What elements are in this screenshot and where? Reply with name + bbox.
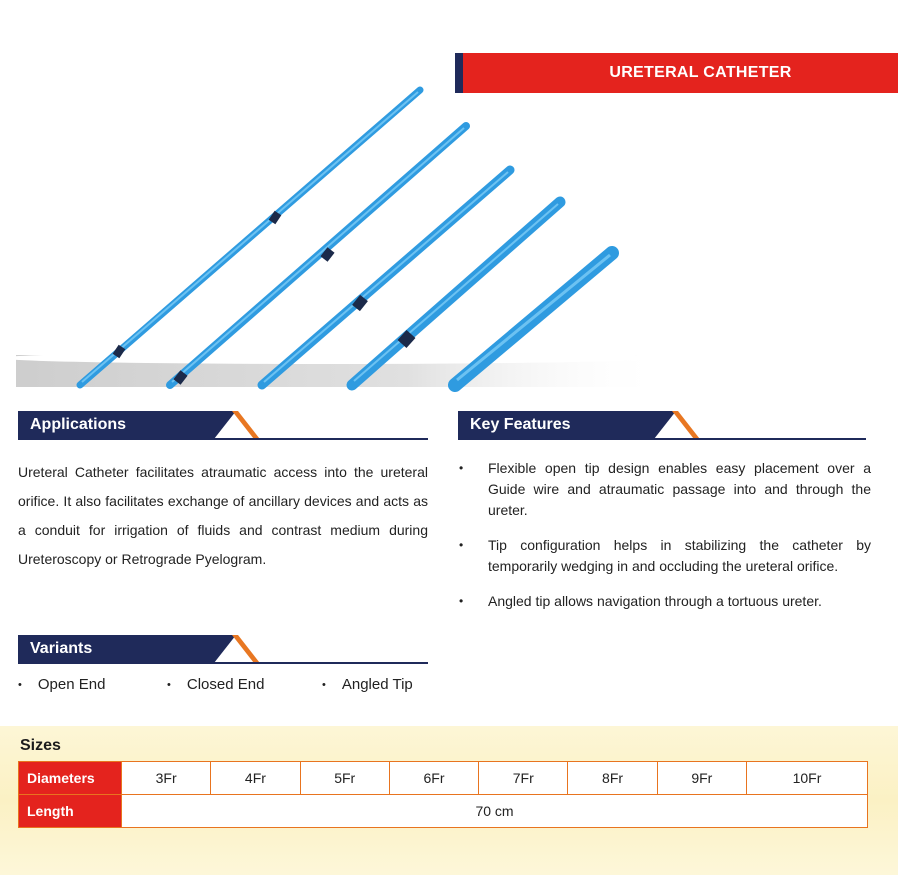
key-features-heading: Key Features <box>470 416 571 433</box>
variant-label: Closed End <box>186 676 265 693</box>
applications-heading: Applications <box>30 416 127 433</box>
catheter-2 <box>170 126 466 385</box>
variants-list <box>18 676 458 698</box>
diameters-label: Diameters <box>19 762 122 795</box>
length-cell: 70 cm <box>122 795 868 828</box>
feature-item: • Tip configuration helps in stabilizing the catheter by temporarily wedging in and occluding the ureteral orifice. <box>456 535 871 577</box>
variant-item: • Angled Tip <box>322 676 413 693</box>
diameter-cell: 8Fr <box>568 762 657 795</box>
page-title: URETERAL CATHETER <box>609 64 792 81</box>
feature-item: • Angled tip allows navigation through a tortuous ureter. <box>456 591 871 612</box>
catheter-1 <box>80 90 420 385</box>
diameter-cell: 9Fr <box>657 762 746 795</box>
variants-heading: Variants <box>30 640 93 657</box>
variants-header <box>18 635 428 665</box>
variant-item: • Closed End <box>167 676 265 693</box>
catheter-illustration <box>0 60 700 400</box>
diameter-cell: 10Fr <box>746 762 867 795</box>
table-row <box>19 795 868 828</box>
variant-label: Open End <box>37 676 106 693</box>
diameter-cell: 6Fr <box>389 762 478 795</box>
variant-label: Angled Tip <box>341 676 413 693</box>
diameter-cell: 4Fr <box>211 762 300 795</box>
key-features-header <box>458 411 866 441</box>
applications-text: Ureteral Catheter facilitates atraumatic access into the ureteral orifice. It also facilitates exchange of ancillary devices and acts as a conduit for irrigation of fluids and contrast medium during Ureteroscopy or Retrograde Pyelogram. <box>18 464 428 567</box>
diameter-cell: 3Fr <box>122 762 211 795</box>
feature-item: • Flexible open tip design enables easy placement over a Guide wire and atraumatic passage into and through the ureter. <box>456 458 871 521</box>
variant-item: • Open End <box>18 676 106 693</box>
diameter-cell: 5Fr <box>300 762 389 795</box>
applications-header <box>18 411 428 441</box>
sizes-heading: Sizes <box>20 737 61 754</box>
length-label: Length <box>19 795 122 828</box>
sizes-table <box>18 761 868 828</box>
table-row <box>19 762 868 795</box>
key-features-list <box>456 458 871 626</box>
diameter-cell: 7Fr <box>479 762 568 795</box>
